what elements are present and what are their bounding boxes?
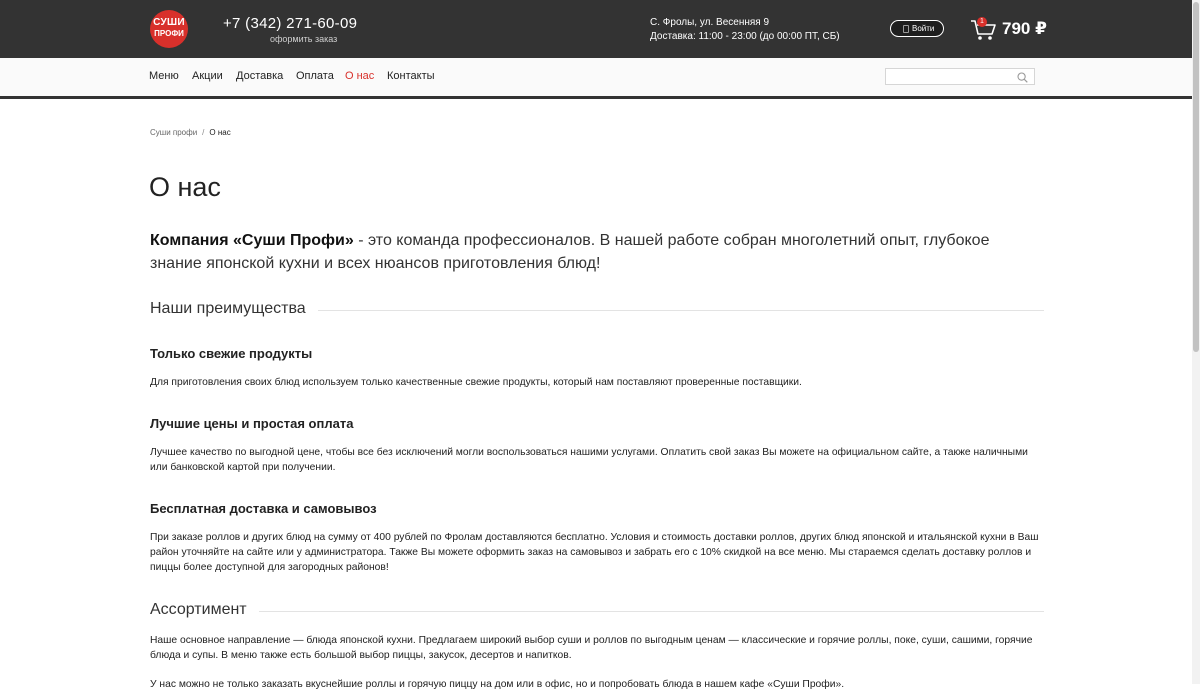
feature-title: Только свежие продукты — [150, 346, 313, 361]
feature-text: Лучшее качество по выгодной цене, чтобы все без исключений могли воспользоваться нашими услугами. Оплатить свой заказ Вы можете на официальном сайте, а также наличными или банковской картой при получении. — [150, 447, 1028, 473]
nav-item-menu[interactable]: Меню — [149, 70, 179, 82]
address-text: С. Фролы, ул. Весенняя 9 — [650, 17, 770, 28]
delivery-hours: Доставка: 11:00 - 23:00 (до 00:00 ПТ, СБ) — [650, 31, 840, 42]
nav-item-contacts[interactable]: Контакты — [387, 70, 435, 82]
top-header — [0, 0, 1192, 58]
logo[interactable] — [150, 10, 188, 48]
page-title: О нас — [149, 172, 221, 202]
phone-number[interactable]: +7 (342) 271-60-09 — [223, 15, 358, 32]
feature-title: Бесплатная доставка и самовывоз — [150, 501, 377, 516]
intro-text — [150, 229, 1030, 275]
page-scrollbar[interactable] — [1192, 0, 1200, 684]
main-nav — [0, 58, 1192, 99]
nav-item-payment[interactable]: Оплата — [296, 70, 334, 82]
assortment-text: Наше основное направление — блюда японской кухни. Предлагаем широкий выбор суши и роллов по выгодным ценам — классические и горячие роллы, поке, суши, сашими, горячие блюда и супы. В меню также есть большой выбор пиццы, закусок, десертов и напитков. — [150, 635, 1033, 661]
advantages-heading — [150, 300, 1044, 320]
scrollbar-thumb[interactable] — [1193, 2, 1199, 352]
logo-line2: ПРОФИ — [154, 29, 184, 38]
login-button[interactable] — [890, 20, 944, 37]
search-box[interactable] — [885, 68, 1035, 85]
assortment-heading-text: Ассортимент — [150, 601, 259, 619]
feature-title: Лучшие цены и простая оплата — [150, 416, 354, 431]
assortment-heading — [150, 601, 1044, 621]
login-label: Войти — [912, 24, 935, 33]
door-icon — [903, 25, 909, 33]
logo-line1: СУШИ — [153, 17, 185, 28]
search-icon[interactable] — [1017, 72, 1028, 83]
breadcrumb-separator: / — [202, 128, 205, 137]
feature-text: Для приготовления своих блюд используем только качественные свежие продукты, который нам поставляют проверенные поставщики. — [150, 377, 802, 388]
nav-item-delivery[interactable]: Доставка — [236, 70, 284, 82]
assortment-text-2: У нас можно не только заказать вкуснейшие роллы и горячую пиццу на дом или в офис, но и попробовать блюда в нашем кафе «Суши Профи». — [150, 679, 845, 690]
cart-count-badge: 1 — [977, 17, 987, 27]
feature-text: При заказе роллов и других блюд на сумму от 400 рублей по Фролам доставляются бесплатно. Условия и стоимость доставки роллов, других блюд японской и итальянской кухни в Ваш район уточняйте на сайте или у администратора. Также Вы можете оформить заказ на самовывоз и забрать его с 10% скидкой на все меню. Мы стараемся сделать доставку роллов и пиццы более доступной для загородных районов! — [150, 532, 1039, 573]
order-link[interactable]: оформить заказ — [270, 34, 338, 44]
advantages-heading-text: Наши преимущества — [150, 300, 318, 318]
intro-description: - это команда профессионалов. В нашей работе собран многолетний опыт, глубокое знание японской кухни и всех нюансов приготовления блюд! — [150, 232, 990, 272]
nav-item-about[interactable]: О нас — [345, 70, 375, 82]
nav-item-promotions[interactable]: Акции — [192, 70, 223, 82]
divider — [150, 611, 1044, 612]
breadcrumb-current: О нас — [209, 128, 231, 137]
intro-company-name: Компания «Суши Профи» — [150, 232, 354, 249]
search-input[interactable] — [888, 70, 1013, 83]
breadcrumb — [150, 128, 231, 137]
cart-total[interactable]: 790 ₽ — [1002, 19, 1047, 38]
breadcrumb-home[interactable]: Суши профи — [150, 128, 198, 137]
